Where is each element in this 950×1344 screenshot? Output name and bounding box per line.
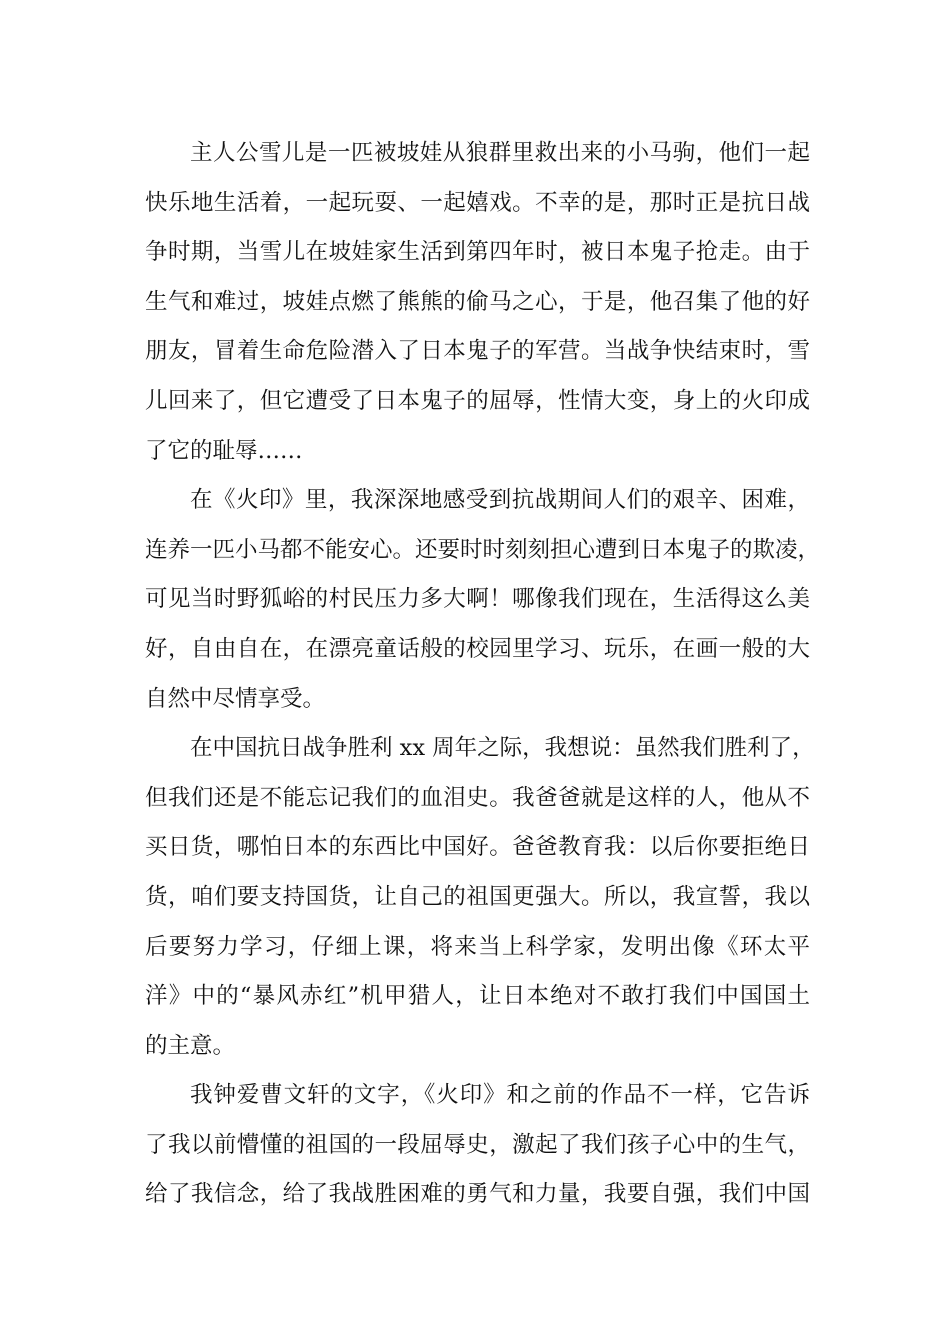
text-line: 买日货，哪怕日本的东西比中国好。爸爸教育我：以后你要拒绝日 — [145, 834, 810, 861]
text-line: 但我们还是不能忘记我们的血泪史。我爸爸就是这样的人，他从不 — [145, 784, 810, 811]
paragraph-1 — [145, 129, 810, 476]
paragraph-3 — [145, 724, 815, 1071]
paragraph-2 — [145, 476, 821, 724]
text-line: 好，自由自在，在漂亮童话般的校园里学习、玩乐，在画一般的大 — [145, 635, 810, 662]
text-line: 了我以前懵懂的祖国的一段屈辱史，激起了我们孩子心中的生气， — [145, 1131, 810, 1158]
text-line: 争时期，当雪儿在坡娃家生活到第四年时，被日本鬼子抢走。由于 — [145, 239, 810, 266]
text-line: 在中国抗日战争胜利 xx 周年之际，我想说：虽然我们胜利了， — [190, 735, 815, 762]
text-line: 洋》中的“暴风赤红”机甲猎人，让日本绝对不敢打我们中国国土 — [145, 983, 810, 1010]
text-line: 后要努力学习，仔细上课，将来当上科学家，发明出像《环太平 — [145, 933, 810, 960]
text-line: 在《火印》里，我深深地感受到抗战期间人们的艰辛、困难， — [190, 487, 810, 514]
text-line: 可见当时野狐峪的村民压力多大啊！哪像我们现在，生活得这么美 — [145, 586, 810, 613]
document-body — [145, 129, 821, 1220]
paragraph-4 — [145, 1071, 810, 1220]
text-line: 儿回来了，但它遭受了日本鬼子的屈辱，性情大变，身上的火印成 — [145, 387, 810, 414]
text-line: 生气和难过，坡娃点燃了熊熊的偷马之心，于是，他召集了他的好 — [145, 288, 810, 315]
text-line: 朋友，冒着生命危险潜入了日本鬼子的军营。当战争快结束时，雪 — [145, 338, 810, 365]
text-line: 主人公雪儿是一匹被坡娃从狼群里救出来的小马驹，他们一起 — [190, 140, 810, 166]
text-line: 的主意。 — [145, 1032, 236, 1059]
text-line: 连养一匹小马都不能安心。还要时时刻刻担心遭到日本鬼子的欺凌， — [145, 536, 821, 563]
text-line: 自然中尽情享受。 — [145, 685, 326, 712]
text-line: 给了我信念，给了我战胜困难的勇气和力量，我要自强，我们中国 — [145, 1181, 810, 1208]
text-line: 了它的耻辱…… — [145, 437, 303, 464]
text-line: 货，咱们要支持国货，让自己的祖国更强大。所以，我宣誓，我以 — [145, 883, 810, 910]
text-line: 我钟爱曹文轩的文字，《火印》和之前的作品不一样，它告诉 — [190, 1082, 810, 1109]
text-line: 快乐地生活着，一起玩耍、一起嬉戏。不幸的是，那时正是抗日战 — [145, 189, 810, 216]
